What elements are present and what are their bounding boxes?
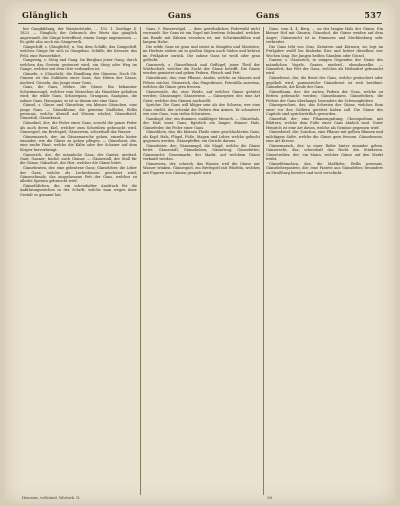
dictionary-entry: Gänsehüter, der; Gänsemagd, die Magd, welche die Gänse hütet. Gänsestall; Gänsekoben; Gänsetrog; Gänsefutter; Gänsezucht; Gänsemarkt, der Markt, auf welchem Gänse verkauft werden.: [143, 143, 260, 161]
header-rule: [18, 23, 382, 24]
header-column2-word: Gans: [168, 10, 192, 20]
dictionary-entry: ber Gangbildung, der Wassiertstalie, ... 193. 1. Zustlage 4. 1823. — Gänglich; der Gebrauch des Werts das gänglich angewandt, die Gänge betreffend, einem Gange angemessen. — Es giebt also auch ein Gängewerk.: [20, 27, 137, 45]
dictionary-entry: Gangsteig, s. Steig und Gang. Im Bergbau jener Gang, durch welchen das Gestein gesteuert wird; ein Steig oder Weg im Gange, welcher mit dem Orte verbunden ist.: [20, 58, 137, 72]
dictionary-entry: Ganskopf, der; ein dummer, einfältiger Mensch. — Gänsehals, der Hals einer Gans; figürlich ein langer, dünner Hals. Gänsefeder, die Feder einer Gans.: [143, 116, 260, 130]
dictionary-entry: Die wilde Gans ist grau und nistet in Sümpfen und Morästen; im Herbste ziehen sie in großen Zügen nach Süden und kehren im Frühjahre zurück. Die zahme Gans ist weiß oder grau gefleckt.: [143, 44, 260, 62]
column-divider: [263, 27, 264, 495]
dictionary-entry: Gänsedistel, die; Sonchus, eine Pflanze mit gelben Blumen und milchigem Safte, welche die Gänse gern fressen. Gänsekresse, eine Art Kresse.: [266, 130, 383, 144]
dictionary-page: [4, 2, 396, 504]
dictionary-entry: Gänseln, v. (Gänslich), die Handlung des Gänsens. Nach Ob. Gänsen ist das Zuführen einer Gans, das Hüten der Gänse; niederd. Gösseln, das Junge einer Gans.: [20, 71, 137, 85]
dictionary-entry: Ganser, s. Gänserich; in einigen Gegenden der Name des männlichen Vogels. Ganter, niederd., ebendasselbe. — Gänsefett, das Fett der Gans, welches als Heilmittel gebraucht wird.: [266, 58, 383, 76]
text-column-1: [20, 27, 137, 495]
dictionary-entry: Gänsebrust, die; die Brust der Gans, welche geräuchert oder gepökelt wird; pommersche Gänsebrust ist weit berühmt. Gänsekeule, die Keule der Gans.: [266, 76, 383, 89]
dictionary-entry: Gänsekraut, das; eine Pflanze, Arabis, welche an Mauern und Felsen wächst. Gänserich, das Fingerkraut, Potentilla anserina, welches die Gänse gern fressen.: [143, 76, 260, 89]
dictionary-entry: Gänsemarsch, der; im Gänsemarsche gehen, einzeln hinter einander, wie die Gänse zu gehen pflegen. — Gänsehaut, die, eine rauhe Haut, welche die Kälte oder der Schauer auf dem Körper hervorbringt.: [20, 134, 137, 152]
page-footer: [18, 496, 382, 503]
dictionary-entry: Gänsewein, der, scherzh. das Wasser, weil die Gänse nur Wasser trinken. Gänsespiel, ein Brettspiel mit Würfeln, welches mit Figuren von Gänsen gespielt wird.: [143, 161, 260, 175]
dictionary-entry: Gänsegeschrei, das; das Schreien der Gänse, welches Rom einst vor den Galliern gerettet haben soll. Die Gänse des Capitols sind sprichwörtlich geworden.: [266, 103, 383, 117]
dictionary-entry: Gänseblümchen, das; die Maßliebe, Bellis perennis. Gänseleberpastete, die; eine Pastete aus Gänseleber, besonders zu Straßburg bereitet und weit verschickt.: [266, 161, 383, 175]
dictionary-entry: Gänseflaum, der; die zarten Federn der Gans, welche zu Betten gebraucht werden; Gänsedaunen. Gänsefedern, die Federn der Gans überhaupt, besonders die Schwungfedern.: [266, 89, 383, 103]
column-divider: [140, 27, 141, 495]
dictionary-entry: Gänsefuß, der; eine Pflanzengattung, Chenopodium, mit Blättern, welche dem Fuße einer Gans ähnlich sind. Guter Heinrich ist eine Art davon, welche als Gemüse gegessen wird.: [266, 116, 383, 130]
sheet-number: 68: [267, 496, 272, 500]
page-number: 537: [364, 10, 382, 20]
dictionary-entry: Gänsel, s. Gänse und Gänselein; ein kleines Gänschen, eine junge Gans. — Gänseblume, die gemeine Maßliebe, Bellis perennis, welche überall auf Wiesen wächst; Gänsedistel, Gänsefuß, Gänsekraut.: [20, 103, 137, 121]
dictionary-entry: Gans, die Gans, Mehrz. die Gänse. Ein bekannter Schwimmvogel, welcher vom Menschen als Hausthier gehalten wird; die wilde Gans, Schneegans, Graugans, Saatgans, die zahme Gans, Hausgans; er ist so dumm wie eine Gans.: [20, 85, 137, 103]
dictionary-entry: Gänsekiel, der; die Feder einer Gans, sowohl die ganze Feder als auch deren Kiel, welcher zum Schreiben gebraucht wird. Gänsespiel, ein Brettspiel; Gänsewein, scherzhaft das Wasser.: [20, 121, 137, 134]
dictionary-entry: Gans, f. Wasservögel, ... dem gewöhnlichen Federwild nicht verwandt. Die Gans ist ein Vogel mit breitem Schnabel, welcher am Rande mit Zähnen versehen ist, mit Schwimmfüßen und langem Halse.: [143, 27, 260, 45]
dictionary-entry: Ganswerk, s. Gänsefleisch und Geflügel; jener Theil der Wirthschaft, welcher die Zucht der Gänse betrifft. Die Gänse werden gemästet und geben Federn, Fleisch und Fett.: [143, 62, 260, 76]
header-column3-word: Gans: [256, 10, 280, 20]
dictionary-entry: Gänsefüßchen, die, ein scherzhafter Ausdruck für die Anführungszeichen in der Schrift, welche man wegen ihrer Gestalt so genannt hat.: [20, 184, 137, 197]
dictionary-entry: Gänseweide, die, eine Weide, auf welcher Gänse gehütet werden; Gänseanger, Gänsewiese. — Gänsegeier, der, eine Art Geier, welcher den Gänsen nachstellt.: [143, 89, 260, 103]
dictionary-entry: Gängschiff, s. (Gänglicht); n. Von dem Schiffe, das Gangschiff, welches Gänge für sich in Gängebau. Schiffe; die Kreuzer, das Feld, eine Wasserfahrt.: [20, 44, 137, 58]
dictionary-entry: Gänseklein, das; die kleinen Theile einer geschlachteten Gans, als Kopf, Hals, Flügel, Füße, Magen und Leber, welche gekocht gegessen werden. Gänsepfeffer, ein Gericht daraus.: [143, 130, 260, 144]
dictionary-entry: Sprichw. Die Gans will klüger sein als der Schwan; wer eine Gans stiehlt, der schenkt die Federn den Armen. Er schnattert wie eine Gans, vom vielen Schwatzen.: [143, 103, 260, 117]
text-column-3: [266, 27, 383, 495]
header-left-word: Glänglich: [22, 10, 68, 20]
dictionary-entry: Die Gans lebt von Gras, Kräutern und Körnern; sie legt im Frühjahre zwölf bis fünfzehn Eier und brütet dieselben vier Wochen lang. Die Jungen heißen Gänslein oder Gössel.: [266, 44, 383, 58]
dictionary-entry: Gänsemarsch, der; in einer Reihe hinter einander gehen. Gänserecht, das; scherzhaft das Recht des Stärkeren. Gänsetreiber, der; ein Mann, welcher Gänse auf den Markt treibt.: [266, 143, 383, 161]
text-column-2: [143, 27, 260, 495]
page-header: [18, 10, 382, 22]
dictionary-entry: Gänsebraten, der, eine gebratene Gans; Gänseleber, die Leber der Gans, welche als Leckerbissen geschätzt wird; Gänseschmalz, das ausgelassene Fett der Gans, welches zu allerlei Speisen gebraucht wird.: [20, 166, 137, 184]
footer-signature: Heinsius, vollständ. Wörterb. II.: [22, 496, 81, 500]
dictionary-entry: Gänserich, der; die männliche Gans, der Ganter, niederd. Gant, Ganner; hochd. auch Gänser. — Gänsestall, der Stall für die Gänse; Gänsehirt, der Hirt, welcher die Gänse hütet.: [20, 152, 137, 166]
dictionary-entry: Gans, vom 4. 4. Berg. ... an der langen Hals der Gänse, Ein kleiner Hof mit Gänsen; Gänsehof; die Gänse weiden auf dem Anger; Gänsezucht ist in Pommern und Mecklenburg sehr verbreitet.: [266, 27, 383, 45]
